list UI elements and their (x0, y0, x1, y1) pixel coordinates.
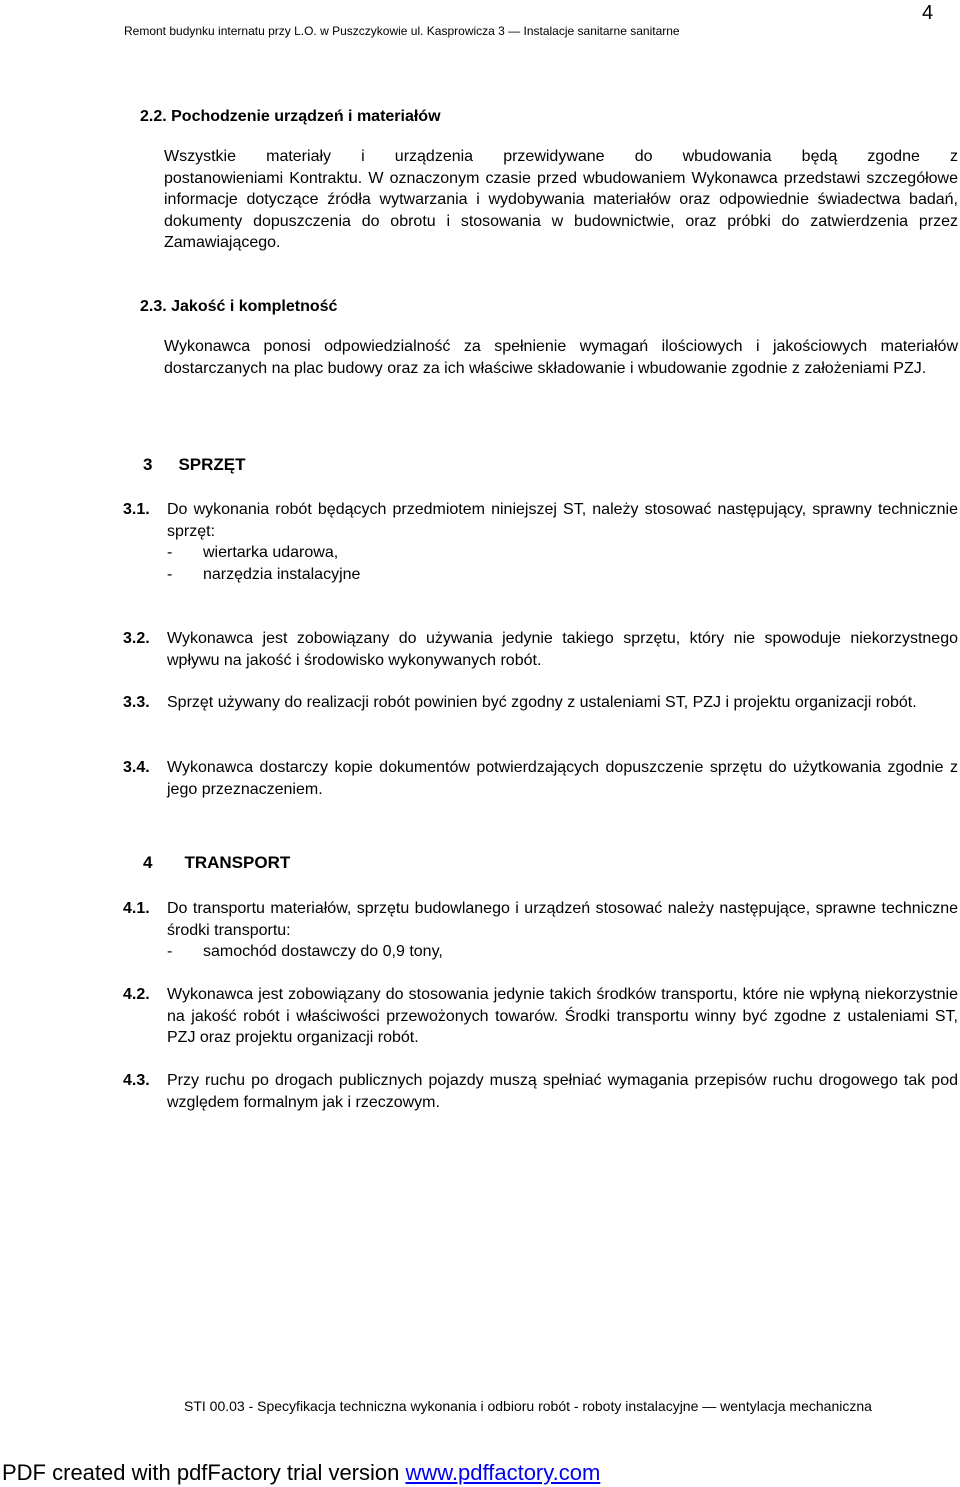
item-3-4-text: Wykonawca dostarczy kopie dokumentów potwierdzających dopuszczenie sprzętu do użytkowania zgodnie z jego przeznaczeniem. (167, 759, 958, 798)
bullet-item (123, 542, 958, 564)
page-footer: STI 00.03 - Specyfikacja techniczna wykonania i odbioru robót - roboty instalacyjne — wentylacja mechaniczna (184, 1398, 872, 1414)
item-3-3-text: Sprzęt używany do realizacji robót powinien być zgodny z ustaleniami ST, PZJ i projektu organizacji robót. (167, 694, 917, 711)
item-4-2 (123, 984, 958, 1049)
pdffactory-link[interactable]: www.pdffactory.com (405, 1460, 601, 1485)
item-4-2-number: 4.2. (123, 986, 150, 1003)
item-3-4 (123, 757, 958, 800)
section-4-heading (143, 853, 290, 873)
item-3-4-number: 3.4. (123, 759, 150, 776)
item-4-1 (123, 898, 958, 963)
item-4-3-text: Przy ruchu po drogach publicznych pojazdy muszą spełniać wymagania przepisów ruchu drogowego tak pod względem formalnym jak i rzeczowym. (167, 1072, 958, 1111)
bullet-item (123, 941, 958, 963)
bullet-text: narzędzia instalacyjne (203, 565, 361, 583)
item-3-2-number: 3.2. (123, 630, 150, 647)
bullet-dash: - (167, 943, 173, 960)
section-3-number: 3 (143, 455, 153, 474)
item-4-3 (123, 1070, 958, 1113)
section-3-title: SPRZĘT (178, 455, 246, 474)
page-number: 4 (922, 2, 934, 24)
item-3-1-number: 3.1. (123, 501, 150, 518)
item-4-1-number: 4.1. (123, 900, 150, 917)
section-2-3-paragraph: Wykonawca ponosi odpowiedzialność za spełnienie wymagań ilościowych i jakościowych materiałów dostarczanych na plac budowy oraz za ich właściwe składowanie i wbudowanie zgodnie z założeniami PZJ. (164, 338, 958, 377)
item-3-1 (123, 499, 958, 585)
item-3-2 (123, 628, 958, 671)
section-2-2-rest: postanowieniami Kontraktu. W oznaczonym czasie przed wbudowaniem Wykonawca przedstawi szczegółowe informacje dotyczące źródła wytwarzania i wydobywania materiałów oraz odpowiednie świadectwa badań, dokumenty dopuszczenia do obrotu i stosowania w budownictwie, oraz próbki do zatwierdzenia przez Zamawiającego. (164, 169, 958, 251)
section-4-title: TRANSPORT (184, 853, 291, 872)
bullet-text: wiertarka udarowa, (203, 544, 339, 561)
section-2-3-heading: 2.3. Jakość i kompletność (140, 298, 338, 315)
section-2-2-line1: Wszystkie materiały i urządzenia przewidywane do wbudowania będą zgodne z (164, 148, 958, 165)
bullet-item (123, 564, 958, 586)
item-4-1-text: Do transportu materiałów, sprzętu budowlanego i urządzeń stosować należy następujące, sprawne techniczne środki transportu: (167, 900, 958, 939)
section-2-2-paragraph (164, 146, 958, 254)
item-4-2-text: Wykonawca jest zobowiązany do stosowania jedynie takich środków transportu, które nie wpłyną niekorzystnie na jakość robót i właściwości przewożonych towarów. Środki transportu winny być zgodne z ustaleniami ST, PZJ oraz projektu organizacji robót. (167, 986, 958, 1046)
section-4-number: 4 (143, 853, 153, 872)
page-header: Remont budynku internatu przy L.O. w Puszczykowie ul. Kasprowicza 3 — Instalacje sanitarne sanitarne (124, 24, 680, 38)
item-3-2-text: Wykonawca jest zobowiązany do używania jedynie takiego sprzętu, który nie spowoduje niekorzystnego wpływu na jakość i środowisko wykonywanych robót. (167, 630, 958, 669)
item-3-1-text: Do wykonania robót będących przedmiotem niniejszej ST, należy stosować następujący, sprawny technicznie sprzęt: (167, 501, 958, 540)
section-3-heading (143, 455, 246, 475)
pdf-banner (2, 1460, 600, 1486)
section-2-2-heading: 2.2. Pochodzenie urządzeń i materiałów (140, 108, 441, 125)
bullet-dash: - (167, 565, 173, 583)
bullet-text: samochód dostawczy do 0,9 tony, (203, 943, 443, 960)
item-3-3-number: 3.3. (123, 694, 150, 711)
bullet-dash: - (167, 544, 173, 561)
item-4-3-number: 4.3. (123, 1072, 150, 1089)
item-3-3 (123, 692, 958, 714)
pdf-banner-text: PDF created with pdfFactory trial version (2, 1460, 406, 1485)
